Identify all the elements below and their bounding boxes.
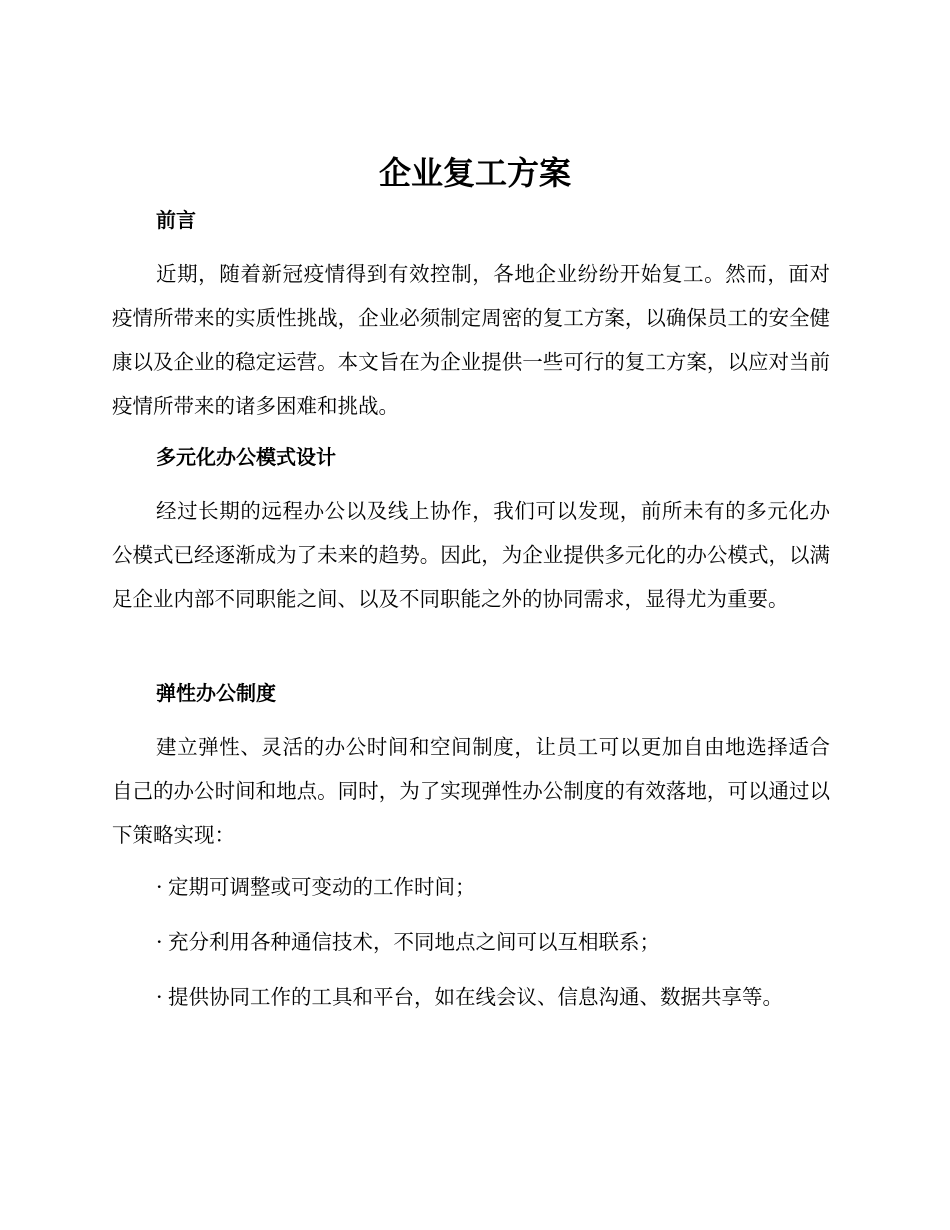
section-heading-preface: 前言 [156, 208, 196, 232]
bullet-text: 定期可调整或可变动的工作时间； [168, 875, 476, 899]
bullet-dot-icon: · [156, 930, 163, 954]
bullet-text: 提供协同工作的工具和平台，如在线会议、信息沟通、数据共享等。 [168, 985, 783, 1009]
bullet-item [156, 872, 846, 902]
bullet-dot-icon: · [156, 985, 163, 1009]
bullet-item [156, 927, 846, 957]
section-paragraph-flexible-office: 建立弹性、灵活的办公时间和空间制度，让员工可以更加自由地选择适合自己的办公时间和地点。同时，为了实现弹性办公制度的有效落地，可以通过以下策略实现： [112, 735, 830, 847]
section-heading-diversified-office: 多元化办公模式设计 [156, 445, 336, 469]
bullet-text: 充分利用各种通信技术，不同地点之间可以互相联系； [168, 930, 660, 954]
bullet-dot-icon: · [156, 875, 163, 899]
section-paragraph-preface: 近期，随着新冠疫情得到有效控制，各地企业纷纷开始复工。然而，面对疫情所带来的实质性挑战，企业必须制定周密的复工方案，以确保员工的安全健康以及企业的稳定运营。本文旨在为企业提供一些可行的复工方案，以应对当前疫情所带来的诸多困难和挑战。 [112, 262, 830, 418]
bullet-item [156, 982, 846, 1012]
document-title: 企业复工方案 [378, 154, 571, 192]
section-heading-flexible-office: 弹性办公制度 [156, 681, 276, 705]
section-paragraph-diversified-office: 经过长期的远程办公以及线上协作，我们可以发现，前所未有的多元化办公模式已经逐渐成为了未来的趋势。因此，为企业提供多元化的办公模式，以满足企业内部不同职能之间、以及不同职能之外的协同需求，显得尤为重要。 [112, 499, 830, 611]
